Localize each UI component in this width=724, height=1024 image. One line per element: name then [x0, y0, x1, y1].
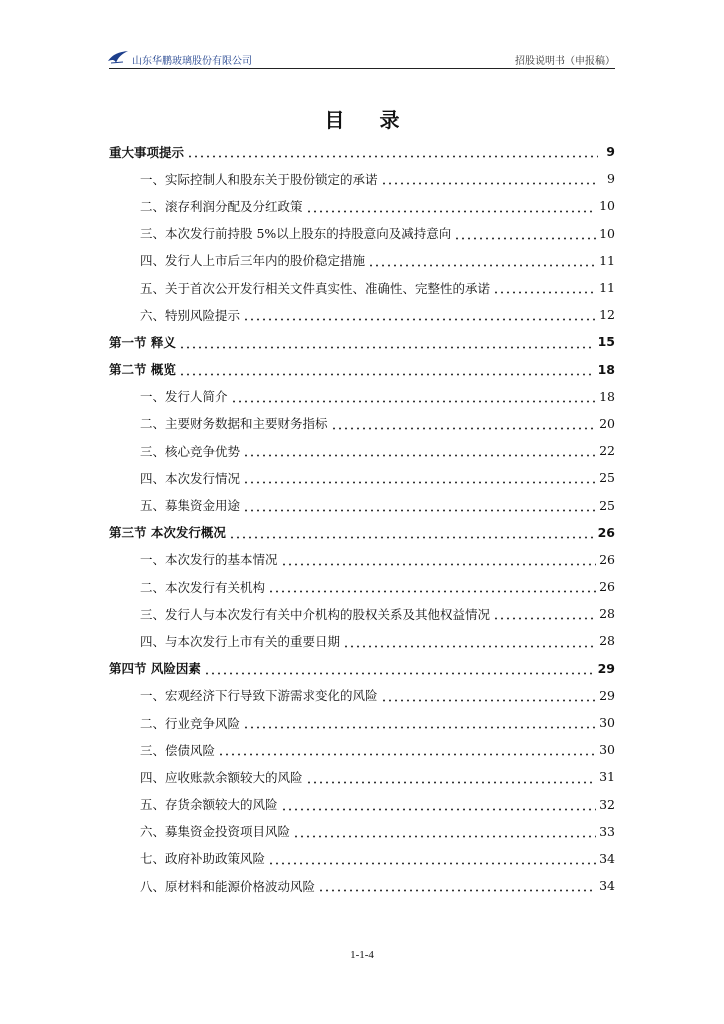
toc-entry-page: 22 [599, 443, 615, 459]
toc-entry-title: 三、偿债风险 [140, 742, 216, 758]
toc-entry-title: 五、存货余额较大的风险 [140, 797, 278, 813]
toc-entry-title: 第一节 释义 [109, 334, 176, 350]
toc-section-entry[interactable] [109, 845, 615, 872]
toc-entry-title: 二、本次发行有关机构 [140, 579, 266, 595]
toc-entry-page: 9 [607, 171, 615, 187]
toc-dot-leader [454, 230, 596, 240]
toc-entry-title: 八、原材料和能源价格波动风险 [140, 878, 316, 894]
toc-chapter-entry[interactable] [109, 356, 615, 383]
toc-entry-page: 32 [599, 796, 615, 812]
toc-dot-leader [229, 529, 595, 539]
toc-section-entry[interactable] [109, 818, 615, 845]
toc-dot-leader [281, 801, 597, 811]
toc-entry-page: 11 [599, 280, 615, 296]
toc-dot-leader [293, 828, 596, 838]
toc-dot-leader [179, 366, 595, 376]
toc-section-entry[interactable] [109, 383, 615, 410]
toc-section-entry[interactable] [109, 274, 615, 301]
toc-dot-leader [231, 393, 597, 403]
company-name: 山东华鹏玻璃股份有限公司 [132, 56, 252, 67]
toc-dot-leader [381, 175, 598, 185]
toc-dot-leader [243, 311, 596, 321]
toc-entry-page: 11 [599, 252, 615, 268]
toc-entry-page: 28 [599, 606, 615, 622]
toc-entry-page: 18 [599, 388, 615, 404]
toc-entry-title: 二、主要财务数据和主要财务指标 [140, 416, 328, 432]
toc-entry-page: 18 [597, 361, 615, 377]
toc-entry-title: 一、本次发行的基本情况 [140, 552, 278, 568]
page-title: 目 录 [324, 108, 414, 132]
toc-dot-leader [381, 692, 597, 702]
toc-entry-title: 第四节 风险因素 [109, 661, 201, 677]
toc-section-entry[interactable] [109, 220, 615, 247]
toc-entry-page: 10 [599, 225, 615, 241]
toc-entry-page: 25 [599, 497, 615, 513]
toc-entry-title: 重大事项提示 [109, 144, 185, 160]
toc-section-entry[interactable] [109, 709, 615, 736]
toc-dot-leader [281, 556, 597, 566]
toc-entry-title: 七、政府补助政策风险 [140, 851, 266, 867]
toc-entry-title: 四、与本次发行上市有关的重要日期 [140, 633, 341, 649]
toc-entry-title: 一、发行人简介 [140, 389, 228, 405]
toc-section-entry[interactable] [109, 247, 615, 274]
toc-section-entry[interactable] [109, 410, 615, 437]
toc-section-entry[interactable] [109, 682, 615, 709]
toc-section-entry[interactable] [109, 791, 615, 818]
toc-section-entry[interactable] [109, 546, 615, 573]
toc-dot-leader [331, 420, 597, 430]
toc-entry-title: 二、滚存利润分配及分红政策 [140, 198, 303, 214]
toc-entry-page: 33 [599, 823, 615, 839]
toc-dot-leader [204, 665, 595, 675]
toc-entry-title: 三、本次发行前持股 5%以上股东的持股意向及减持意向 [140, 226, 452, 242]
toc-dot-leader [268, 855, 596, 865]
toc-entry-page: 26 [597, 524, 615, 540]
toc-entry-title: 第三节 本次发行概况 [109, 525, 226, 541]
toc-section-entry[interactable] [109, 763, 615, 790]
toc-dot-leader [268, 583, 596, 593]
toc-chapter-entry[interactable] [109, 138, 615, 165]
toc-dot-leader [493, 610, 596, 620]
toc-section-entry[interactable] [109, 437, 615, 464]
toc-entry-title: 二、行业竞争风险 [140, 715, 241, 731]
toc-dot-leader [218, 746, 596, 756]
toc-entry-title: 三、核心竞争优势 [140, 443, 241, 459]
toc-entry-page: 30 [599, 742, 615, 758]
toc-dot-leader [243, 719, 596, 729]
toc-dot-leader [243, 474, 596, 484]
toc-section-entry[interactable] [109, 736, 615, 763]
toc-section-entry[interactable] [109, 600, 615, 627]
toc-section-entry[interactable] [109, 573, 615, 600]
toc-entry-page: 29 [597, 660, 615, 676]
toc-dot-leader [368, 257, 596, 267]
toc-section-entry[interactable] [109, 192, 615, 219]
toc-entry-page: 12 [599, 307, 615, 323]
toc-entry-page: 25 [599, 470, 615, 486]
toc-section-entry[interactable] [109, 165, 615, 192]
toc-entry-title: 六、募集资金投资项目风险 [140, 824, 291, 840]
toc-dot-leader [243, 502, 596, 512]
toc-entry-title: 六、特别风险提示 [140, 307, 241, 323]
toc-entry-title: 第二节 概览 [109, 362, 176, 378]
page-header [109, 44, 615, 70]
toc-entry-title: 四、应收账款余额较大的风险 [140, 769, 303, 785]
company-logo-icon [107, 49, 129, 65]
toc-entry-page: 20 [599, 415, 615, 431]
toc-entry-page: 34 [599, 850, 615, 866]
toc-entry-page: 9 [606, 144, 615, 160]
toc-dot-leader [343, 638, 596, 648]
toc-section-entry[interactable] [109, 491, 615, 518]
toc-entry-page: 28 [599, 633, 615, 649]
page-number: 1-1-4 [350, 949, 374, 961]
toc-dot-leader [243, 447, 596, 457]
toc-section-entry[interactable] [109, 872, 615, 899]
toc-entry-page: 29 [599, 687, 615, 703]
toc-entry-page: 34 [599, 878, 615, 894]
toc-chapter-entry[interactable] [109, 655, 615, 682]
toc-entry-title: 三、发行人与本次发行有关中介机构的股权关系及其他权益情况 [140, 606, 491, 622]
toc-section-entry[interactable] [109, 301, 615, 328]
toc-dot-leader [493, 284, 596, 294]
document-type: 招股说明书（申报稿） [515, 56, 615, 67]
toc-entry-title: 一、宏观经济下行导致下游需求变化的风险 [140, 688, 378, 704]
toc-entry-title: 五、关于首次公开发行相关文件真实性、准确性、完整性的承诺 [140, 280, 491, 296]
toc-dot-leader [179, 339, 595, 349]
toc-dot-leader [318, 882, 596, 892]
toc-section-entry[interactable] [109, 464, 615, 491]
header-divider [109, 68, 615, 69]
toc-dot-leader [187, 148, 598, 158]
toc-chapter-entry[interactable] [109, 328, 615, 355]
toc-chapter-entry[interactable] [109, 519, 615, 546]
toc-entry-page: 26 [599, 579, 615, 595]
toc-entry-title: 五、募集资金用途 [140, 498, 241, 514]
toc-entry-page: 10 [599, 198, 615, 214]
toc-entry-page: 30 [599, 715, 615, 731]
toc-entry-title: 一、实际控制人和股东关于股份锁定的承诺 [140, 171, 378, 187]
toc-dot-leader [306, 774, 597, 784]
toc-section-entry[interactable] [109, 627, 615, 654]
toc-entry-title: 四、本次发行情况 [140, 470, 241, 486]
table-of-contents [109, 138, 615, 899]
toc-entry-page: 31 [599, 769, 615, 785]
toc-dot-leader [306, 203, 597, 213]
toc-entry-title: 四、发行人上市后三年内的股价稳定措施 [140, 253, 366, 269]
toc-entry-page: 26 [599, 551, 615, 567]
toc-entry-page: 15 [597, 334, 615, 350]
